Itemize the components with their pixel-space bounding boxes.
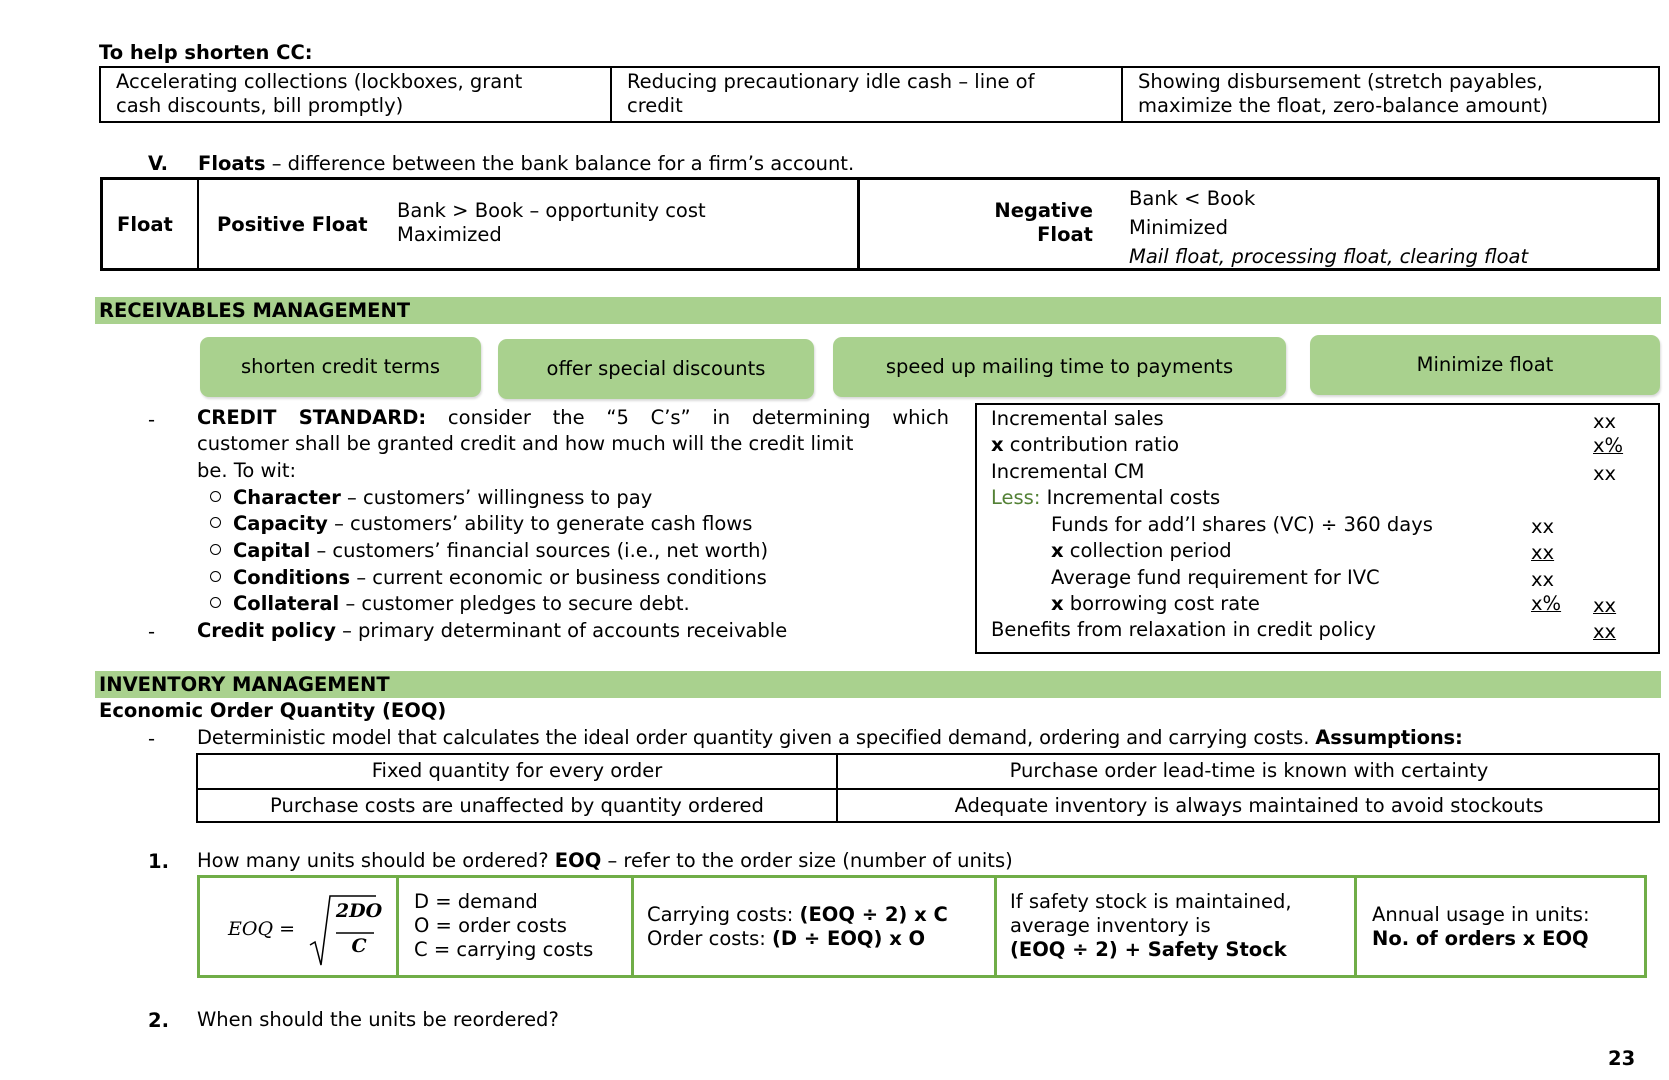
calc-value: xx	[1531, 541, 1555, 564]
circle-bullet-icon	[210, 544, 221, 555]
eoq-formula-table	[197, 875, 1647, 978]
eoq-costs: Carrying costs: (EOQ ÷ 2) x C Order costs: (D ÷ EOQ) x O	[647, 903, 948, 950]
negative-float-desc: Bank < Book Minimized Mail float, processing float, clearing float	[1129, 187, 1529, 268]
c-collateral: Collateral – customer pledges to secure debt.	[210, 592, 690, 616]
divider	[994, 878, 997, 975]
circle-bullet-icon	[210, 491, 221, 502]
c-character: Character – customers’ willingness to pay	[210, 486, 652, 510]
eoq-formula-lhs: EOQ =	[228, 918, 295, 940]
credit-policy: Credit policy – primary determinant of accounts receivable	[197, 619, 788, 642]
float-label: Float	[117, 213, 173, 236]
page-number: 23	[1608, 1047, 1636, 1070]
c-capacity: Capacity – customers’ ability to generate cash flows	[210, 512, 752, 536]
shorten-cc-cell-2: Reducing precautionary idle cash – line of credit	[627, 70, 1035, 117]
calc-less-incremental-costs: Less: Incremental costs	[991, 486, 1221, 509]
divider	[198, 788, 1658, 790]
assumption-cell: Purchase order lead-time is known with certainty	[1009, 759, 1489, 782]
bullet: -	[148, 408, 156, 431]
assumption-cell: Fixed quantity for every order	[371, 759, 663, 782]
divider	[836, 755, 838, 821]
calc-contribution-ratio: x contribution ratio	[991, 433, 1180, 456]
divider	[197, 180, 199, 268]
calc-value: xx	[1593, 410, 1617, 433]
calc-incremental-sales: Incremental sales	[991, 407, 1164, 430]
negative-float-label: Negative Float	[994, 199, 1093, 246]
divider	[1121, 68, 1123, 123]
divider	[396, 878, 399, 975]
c-capital: Capital – customers’ financial sources (i.e., net worth)	[210, 539, 768, 563]
eoq-formula-denominator: C	[351, 935, 367, 957]
credit-standard-line1: CREDIT STANDARD: consider the “5 C’s” in determining which	[197, 406, 949, 429]
q2-number: 2.	[148, 1009, 169, 1032]
circle-bullet-icon	[210, 571, 221, 582]
divider	[610, 68, 612, 123]
pill-speed-up-mailing: speed up mailing time to payments	[833, 337, 1286, 397]
positive-float-desc: Bank > Book – opportunity cost Maximized	[397, 199, 706, 246]
eoq-annual-usage: Annual usage in units: No. of orders x EOQ	[1372, 903, 1590, 950]
bullet: -	[148, 620, 156, 643]
bullet: -	[148, 727, 156, 750]
eoq-formula-numerator: 2DO	[335, 900, 383, 922]
shorten-cc-table	[99, 66, 1660, 123]
credit-standard-line3: be. To wit:	[197, 459, 297, 482]
q1-number: 1.	[148, 850, 169, 873]
pill-shorten-credit-terms: shorten credit terms	[200, 337, 481, 397]
calc-value: xx	[1531, 515, 1555, 538]
calc-value: x%	[1593, 434, 1624, 457]
calc-funds: Funds for add’l shares (VC) ÷ 360 days	[1051, 513, 1433, 536]
pill-offer-special-discounts: offer special discounts	[498, 339, 814, 399]
calc-benefits: Benefits from relaxation in credit policy	[991, 618, 1376, 641]
assumption-cell: Purchase costs are unaffected by quantity ordered	[270, 794, 764, 817]
eoq-deterministic: Deterministic model that calculates the ideal order quantity given a specified demand, ordering and carrying costs. Assumptions:	[197, 726, 1463, 749]
calc-incremental-cm: Incremental CM	[991, 460, 1145, 483]
calc-value: xx	[1593, 462, 1617, 485]
shorten-cc-heading: To help shorten CC:	[99, 41, 313, 64]
inventory-heading: INVENTORY MANAGEMENT	[99, 673, 390, 696]
circle-bullet-icon	[210, 597, 221, 608]
eoq-definitions: D = demand O = order costs C = carrying costs	[414, 890, 594, 961]
calc-value: xx	[1593, 594, 1617, 617]
calc-value: xx	[1593, 620, 1617, 643]
credit-standard-line2: customer shall be granted credit and how much will the credit limit	[197, 432, 854, 455]
pill-minimize-float: Minimize float	[1310, 335, 1660, 395]
calc-collection-period: x collection period	[1051, 539, 1232, 562]
divider	[631, 878, 634, 975]
eoq-heading: Economic Order Quantity (EOQ)	[99, 699, 447, 722]
floats-number: V.	[148, 152, 168, 175]
calc-avg-fund: Average fund requirement for IVC	[1051, 566, 1380, 589]
assumptions-table	[196, 753, 1660, 823]
positive-float-label: Positive Float	[217, 213, 368, 236]
inventory-heading-bar	[95, 671, 1661, 698]
calc-borrowing-rate: x borrowing cost rate	[1051, 592, 1260, 615]
calc-value: x%	[1531, 592, 1562, 615]
floats-table	[100, 177, 1660, 271]
receivables-heading-bar	[95, 297, 1661, 324]
q2-text: When should the units be reordered?	[197, 1008, 559, 1031]
eoq-safety-stock: If safety stock is maintained, average inventory is (EOQ ÷ 2) + Safety Stock	[1010, 890, 1292, 961]
credit-relaxation-calc	[975, 403, 1660, 654]
shorten-cc-cell-3: Showing disbursement (stretch payables, maximize the float, zero-balance amount)	[1138, 70, 1549, 117]
shorten-cc-cell-1: Accelerating collections (lockboxes, grant cash discounts, bill promptly)	[116, 70, 523, 117]
q1-text: How many units should be ordered? EOQ – refer to the order size (number of units)	[197, 849, 1013, 872]
assumption-cell: Adequate inventory is always maintained to avoid stockouts	[954, 794, 1544, 817]
calc-value: xx	[1531, 568, 1555, 591]
c-conditions: Conditions – current economic or business conditions	[210, 566, 767, 590]
divider	[1354, 878, 1357, 975]
divider	[857, 180, 860, 268]
circle-bullet-icon	[210, 517, 221, 528]
floats-definition: Floats – difference between the bank balance for a firm’s account.	[198, 152, 855, 175]
receivables-heading: RECEIVABLES MANAGEMENT	[99, 299, 411, 322]
